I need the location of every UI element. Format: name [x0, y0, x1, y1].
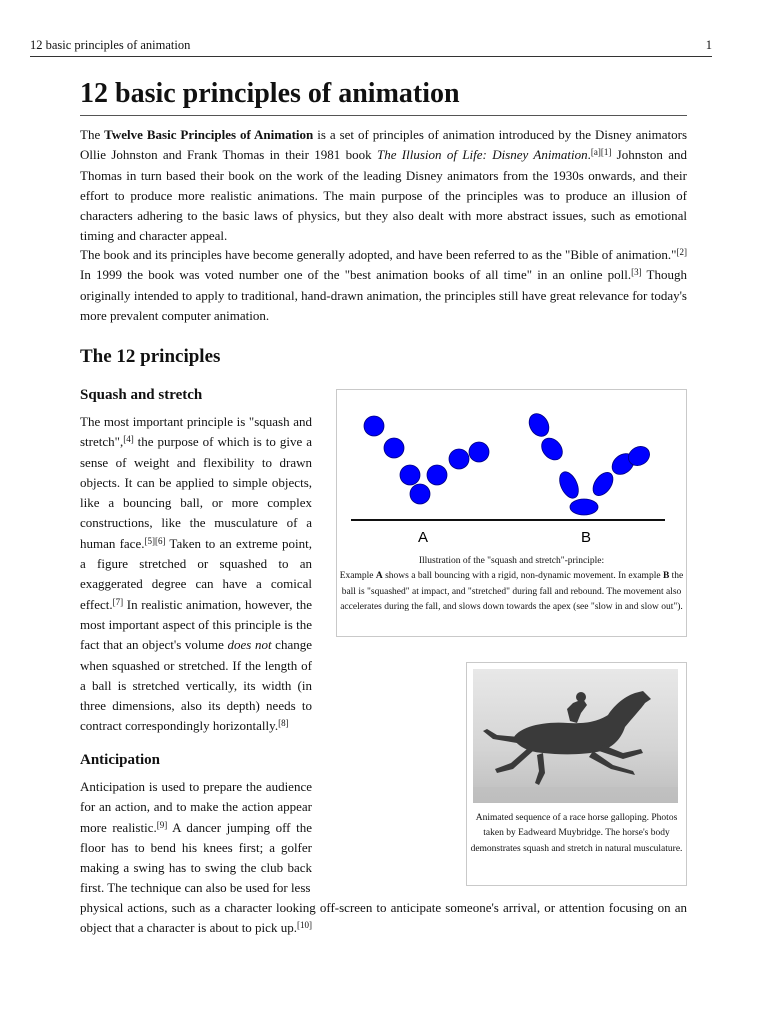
text-run: Anticipation is used to prepare the audience for an action, and to make the action appear more realistic.: [80, 779, 312, 835]
text-run: the purpose of which is to give a sense of weight and flexibility to drawn objects. It can be applied to simple objects, like a bouncing ball, or more complex constructions, like the musculature of a human face.: [80, 434, 312, 551]
anticipation-paragraph-continued: [80, 898, 687, 939]
ball-b: [570, 499, 598, 515]
ball-a: [384, 438, 404, 458]
bouncing-ball-diagram: [337, 390, 686, 550]
text-run: The book and its principles have become generally adopted, and have been referred to as the "Bible of animation.": [80, 247, 677, 262]
text-run: physical actions, such as a character looking off-screen to anticipate someone's arrival, or attention focusing on an object that a character is about to pick up.: [80, 900, 687, 936]
text-run: Taken to an extreme point, a figure stretched or squashed to an exaggerated degree can have a comical effect.: [80, 535, 312, 612]
text-run: change when squashed or stretched. If the length of a ball is stretched vertically, its width (in three dimensions, also its depth) needs to contract correspondingly horizontally.: [80, 637, 312, 734]
header-divider: [30, 56, 712, 57]
running-title: 12 basic principles of animation: [30, 38, 191, 52]
article-title: 12 basic principles of animation: [80, 78, 460, 109]
citation-ref[interactable]: [10]: [296, 920, 312, 931]
subheading-anticipation: Anticipation: [80, 752, 161, 768]
citation-ref[interactable]: [4]: [123, 434, 134, 445]
caption-text: Illustration of the "squash and stretch"-principle:: [418, 556, 605, 566]
galloping-horse-photo[interactable]: [473, 669, 678, 803]
page-number: 1: [705, 38, 712, 52]
citation-ref[interactable]: [3]: [631, 267, 642, 278]
emphasis: does not: [227, 637, 272, 653]
intro-paragraph-1: [80, 125, 687, 247]
squash-figure-caption: [337, 554, 686, 615]
squash-stretch-figure: [336, 389, 687, 637]
ball-a: [400, 465, 420, 485]
ball-a: [410, 484, 430, 504]
text-run: In realistic animation, however, the most important aspect of this principle is the fact that an object's volume: [80, 596, 312, 653]
text-run: A dancer jumping off the floor has to bend his knees first; a golfer making a swing has to swing the club back first. The technique can also be used for less: [80, 819, 312, 896]
citation-ref[interactable]: [8]: [278, 718, 289, 729]
ball-b: [556, 469, 582, 501]
horse-photo-figure: [466, 662, 687, 886]
intro-paragraph-2: [80, 245, 687, 326]
ball-b: [589, 469, 617, 499]
text-run: The: [80, 127, 105, 142]
anticipation-paragraph: [80, 777, 312, 899]
label-a: A: [417, 529, 429, 546]
caption-bold: B: [662, 571, 670, 582]
bold-term: Twelve Basic Principles of Animation: [104, 127, 314, 142]
caption-text: the ball is "squashed" at impact, and "stretched" during fall and rebound. The movement also accelerates during the fall, and slows down towards the apex (see "slow in and slow out").: [340, 571, 684, 612]
section-heading: The 12 principles: [80, 346, 221, 367]
squash-paragraph: [80, 412, 312, 737]
ball-a: [469, 442, 489, 462]
subheading-squash-and-stretch: Squash and stretch: [80, 387, 203, 403]
text-run: Johnston and Thomas in turn based their book on the work of the leading Disney animators from the 1930s onwards, and their effort to produce more realistic animations. The main purpose of the principles was to produce an illusion of characters adhering to the basic laws of physics, but they also dealt with more abstract issues, such as emotional timing and character appeal.: [80, 147, 688, 244]
ball-a: [364, 416, 384, 436]
text-run: Though originally intended to apply to traditional, hand-drawn animation, the principles still have great relevance for today's more prevalent computer animation.: [80, 267, 687, 323]
citation-ref[interactable]: [9]: [156, 819, 168, 830]
citation-ref[interactable]: [7]: [112, 596, 124, 607]
running-header: [30, 38, 712, 56]
citation-ref[interactable]: [5][6]: [144, 535, 166, 546]
citation-ref[interactable]: [2]: [676, 247, 687, 257]
caption-text: Example: [339, 571, 376, 582]
caption-text: shows a ball bouncing with a rigid, non-dynamic movement. In example: [382, 571, 663, 582]
text-run: .: [587, 147, 591, 163]
text-run: The most important principle is "squash and stretch",: [80, 414, 312, 450]
ball-a: [449, 449, 469, 469]
ball-b: [525, 410, 553, 440]
caption-bold: A: [375, 571, 383, 582]
ball-a: [427, 465, 447, 485]
book-title: The Illusion of Life: Disney Animation: [376, 147, 588, 163]
text-run: In 1999 the book was voted number one of the "best animation books of all time" in an online poll.: [80, 267, 632, 283]
horse-figure-caption: Animated sequence of a race horse galloping. Photos taken by Eadweard Muybridge. The horse's body demonstrates squash and stretch in natural musculature.: [470, 813, 683, 854]
title-divider: [80, 115, 687, 116]
label-b: B: [580, 529, 592, 546]
citation-ref[interactable]: [a][1]: [590, 147, 612, 158]
track-ground: [473, 787, 678, 803]
text-run: is a set of principles of animation introduced by the Disney animators Ollie Johnston and Frank Thomas in their 1981 book: [80, 127, 688, 163]
ball-b: [537, 434, 566, 464]
